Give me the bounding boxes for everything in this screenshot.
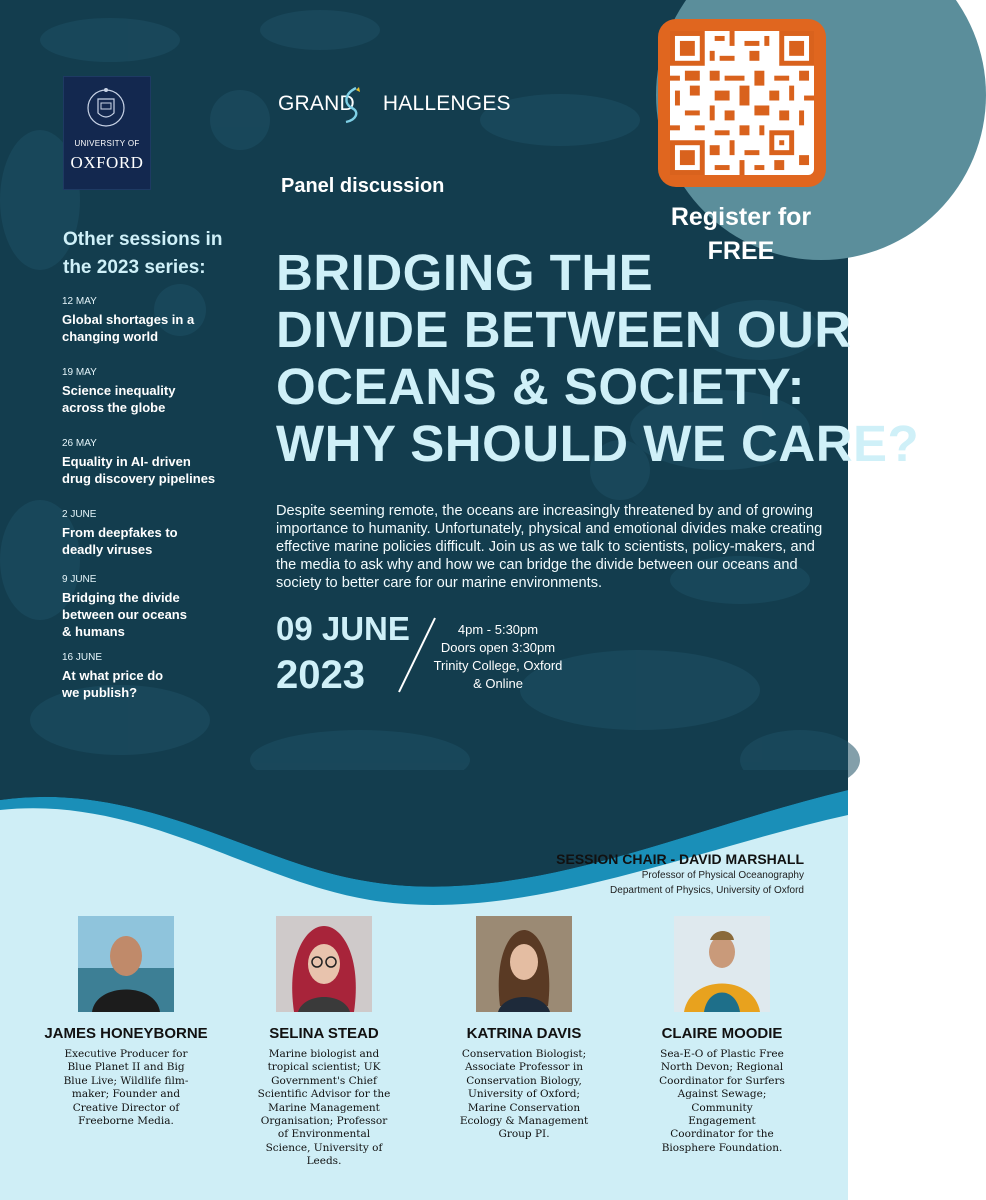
session-date: 9 JUNE xyxy=(62,574,97,585)
grand-challenges-logo xyxy=(278,92,511,116)
session-title-line: we publish? xyxy=(62,685,138,700)
oxford-logo xyxy=(63,76,151,190)
session-chair-department: Department of Physics, University of Oxford xyxy=(610,885,804,896)
speaker-name: CLAIRE MOODIE xyxy=(661,1025,783,1042)
speaker-avatar-icon xyxy=(476,916,572,1012)
session-date: 26 MAY xyxy=(62,438,97,449)
bio-line: Coordinator for Surfers xyxy=(659,1074,785,1087)
speaker-name: SELINA STEAD xyxy=(269,1025,379,1042)
brand-challenges: HALLENGES xyxy=(382,92,511,115)
bio-line: Biosphere Foundation. xyxy=(661,1141,783,1154)
heading-line: the 2023 series: xyxy=(63,257,206,278)
bio-line: Government's Chief xyxy=(271,1074,377,1087)
register-line1: Register for xyxy=(670,203,812,231)
register-cta[interactable] xyxy=(656,200,826,268)
qr-code[interactable] xyxy=(658,19,826,187)
session-title-line: drug discovery pipelines xyxy=(62,471,216,486)
session-date: 12 MAY xyxy=(62,296,97,307)
bio-line: of Environmental xyxy=(277,1128,371,1141)
brand-grand: GRAND xyxy=(278,92,355,115)
bio-line: University of Oxford; xyxy=(468,1088,580,1101)
event-type: Panel discussion xyxy=(281,175,445,197)
heading-line: Other sessions in xyxy=(63,229,223,250)
bio-line: Coordinator for the xyxy=(670,1128,774,1141)
bio-line: Conservation Biologist; xyxy=(461,1048,587,1060)
session-title-line: From deepfakes to xyxy=(62,525,178,540)
session-title xyxy=(62,589,187,640)
bio-line: Blue Live; Wildlife film- xyxy=(63,1074,189,1087)
bio-line: Leeds. xyxy=(306,1155,342,1168)
qr-code-icon[interactable] xyxy=(670,31,814,175)
session-title-line: deadly viruses xyxy=(62,542,153,557)
session-chair-role: Professor of Physical Oceanography xyxy=(641,870,804,881)
bio-line: North Devon; Regional xyxy=(660,1061,784,1074)
session-title xyxy=(62,311,194,345)
session-title xyxy=(62,667,163,701)
title-line: BRIDGING THE xyxy=(276,244,654,301)
event-title xyxy=(276,244,920,472)
speaker-avatar-icon xyxy=(276,916,372,1012)
event-online: & Online xyxy=(473,676,523,691)
bio-line: Scientific Advisor for the xyxy=(257,1088,391,1101)
bio-line: Community xyxy=(691,1101,753,1114)
brand-swirl-icon xyxy=(342,86,362,124)
bio-line: Ecology & Management xyxy=(459,1115,589,1128)
bio-line: Science, University of xyxy=(265,1141,383,1154)
session-title-line: Global shortages in a xyxy=(62,312,195,327)
qr-pattern xyxy=(670,31,814,175)
event-date-day: 09 JUNE xyxy=(276,610,410,647)
speaker-photo xyxy=(78,916,174,1012)
session-date: 2 JUNE xyxy=(62,509,97,520)
speaker-photo xyxy=(674,916,770,1012)
bio-line: tropical scientist; UK xyxy=(267,1061,381,1074)
bio-line: Freeborne Media. xyxy=(78,1115,174,1128)
session-title-line: & humans xyxy=(62,624,125,639)
oxford-crest-icon xyxy=(86,85,126,131)
other-sessions-heading xyxy=(63,226,222,282)
session-title xyxy=(62,524,178,558)
session-date: 19 MAY xyxy=(62,367,97,378)
bio-line: Blue Planet II and Big xyxy=(67,1061,185,1074)
bio-line: Group PI. xyxy=(498,1128,550,1141)
session-title-line: Equality in AI- driven xyxy=(62,454,191,469)
bio-line: Against Sewage; xyxy=(677,1088,767,1101)
speaker-bio xyxy=(51,1048,201,1128)
session-title-line: Science inequality xyxy=(62,383,176,398)
logo-oxford: OXFORD xyxy=(70,153,144,172)
session-title-line: between our oceans xyxy=(62,607,187,622)
session-chair-label: SESSION CHAIR - DAVID MARSHALL xyxy=(556,851,804,867)
speaker-avatar-icon xyxy=(78,916,174,1012)
session-title-line: changing world xyxy=(62,329,159,344)
bio-line: Creative Director of xyxy=(72,1101,180,1114)
speaker-name: JAMES HONEYBORNE xyxy=(44,1025,208,1042)
session-title xyxy=(62,382,175,416)
bio-line: Sea-E-O of Plastic Free xyxy=(660,1048,784,1060)
speaker-photo xyxy=(276,916,372,1012)
event-doors: Doors open 3:30pm xyxy=(440,640,556,655)
session-title xyxy=(62,453,215,487)
title-line: OCEANS & SOCIETY: xyxy=(276,358,805,415)
speaker-avatar-icon xyxy=(674,916,770,1012)
bio-line: Engagement xyxy=(688,1115,756,1128)
session-title-line: Bridging the divide xyxy=(62,590,180,605)
event-venue: Trinity College, Oxford xyxy=(433,658,563,673)
event-date-year: 2023 xyxy=(276,653,365,697)
session-date: 16 JUNE xyxy=(62,652,103,663)
title-line: WHY SHOULD WE CARE? xyxy=(276,415,920,472)
bio-line: Marine Management xyxy=(268,1101,380,1114)
bio-line: Associate Professor in xyxy=(464,1061,584,1074)
bio-line: Organisation; Professor xyxy=(260,1115,388,1128)
event-time: 4pm - 5:30pm xyxy=(457,622,539,637)
bio-line: Marine biologist and xyxy=(268,1048,380,1060)
bio-line: Conservation Biology, xyxy=(466,1074,582,1087)
speaker-bio xyxy=(249,1048,399,1169)
speaker-bio xyxy=(449,1048,599,1142)
bio-line: Executive Producer for xyxy=(64,1048,188,1060)
speaker-name: KATRINA DAVIS xyxy=(466,1025,582,1042)
bio-line: maker; Founder and xyxy=(71,1088,181,1101)
title-line: DIVIDE BETWEEN OUR xyxy=(276,301,852,358)
register-line2: FREE xyxy=(707,237,775,265)
bio-line: Marine Conservation xyxy=(467,1101,581,1114)
session-title-line: At what price do xyxy=(62,668,164,683)
logo-university-of: UNIVERSITY OF xyxy=(74,139,140,148)
event-description: Despite seeming remote, the oceans are increasingly threatened by and of growing importance to humanity. Unfortunately, physical and emotional divides make creating effective marine policies difficult. Join us as we talk to scientists, policy-makers, and the media to ask why and how we can bridge the divide between our oceans and society to better care for our marine environments. xyxy=(276,503,823,591)
session-title-line: across the globe xyxy=(62,400,166,415)
speaker-bio xyxy=(647,1048,797,1155)
speaker-photo xyxy=(476,916,572,1012)
